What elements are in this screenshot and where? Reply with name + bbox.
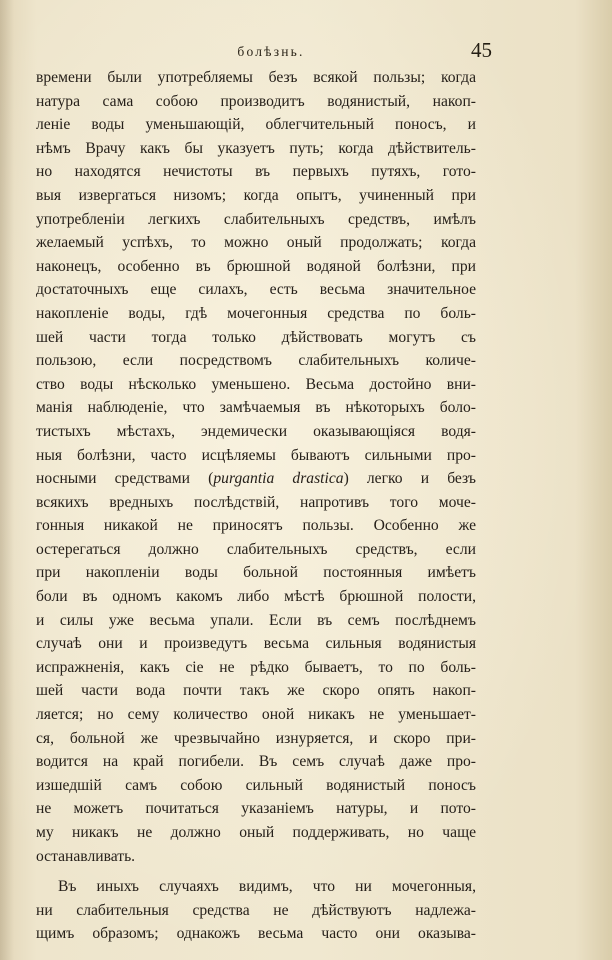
text-line: нѣмъ Врачу какъ бы указуетъ путь; когда дѣйствитель- (36, 139, 476, 157)
text-line: случаѣ они и произведутъ весьма сильныя водянистыя (36, 635, 476, 653)
text-line: но находятся нечистоты въ первыхъ путяхъ, гото- (36, 163, 476, 181)
text-line: употребленіи легкихъ слабительныхъ средствъ, имѣлъ (36, 210, 476, 228)
running-head-title: болѣзнь. (237, 44, 305, 59)
text-line: не можетъ почитаться указаніемъ натуры, и пото- (36, 800, 476, 818)
text-line: наконецъ, особенно въ брюшной водяной болѣзни, при (36, 257, 476, 275)
text-line: при накопленіи воды больной постоянныя имѣетъ (36, 564, 476, 582)
text-line: гонныя никакой не приносятъ пользы. Особенно же (36, 517, 476, 535)
gutter-shadow (0, 0, 14, 960)
text-line: ляется; но сему количество оной никакъ не уменьшает- (36, 706, 476, 724)
text-line: достаточныхъ еще силахъ, есть весьма значительное (36, 281, 476, 299)
text-line: ныя болѣзни, часто исцѣляемы бываютъ сильными про- (36, 446, 476, 464)
text-line: изшедшій самъ собою сильный водянистый поносъ (36, 776, 476, 794)
text-line: накопленіе воды, гдѣ мочегонныя средства по боль- (36, 304, 476, 322)
text-line: времени были употребляемы безъ всякой пользы; когда (36, 69, 476, 86)
latin-line-after: ) легко и безъ (343, 470, 476, 488)
text-line: пользою, если посредствомъ слабительныхъ количе- (36, 352, 476, 370)
latin-term: purgantia drastica (213, 470, 344, 488)
text-line: ся, больной же чрезвычайно изнуряется, и скоро при- (36, 729, 476, 747)
text-line: манія наблюденіе, что замѣчаемыя въ нѣкоторыхъ боло- (36, 399, 476, 417)
text-line: желаемый успѣхъ, то можно оный продолжать; когда (36, 234, 476, 252)
text-line: и силы уже весьма упали. Если въ семъ послѣднемъ (36, 611, 476, 629)
text-line: ни слабительныя средства не дѣйствуютъ надлежа- (36, 901, 476, 919)
text-line: шей части вода почти такъ же скоро опять накоп- (36, 682, 476, 700)
body-text (36, 66, 476, 946)
text-line: остерегаться должно слабительныхъ средствъ, если (36, 540, 476, 558)
text-line: ство воды нѣсколько уменьшено. Весьма достойно вни- (36, 375, 476, 393)
text-line: натура сама собою производитъ водянистый, накоп- (36, 92, 476, 110)
text-line: выя извергаться низомъ; когда опытъ, учиненный при (36, 186, 476, 204)
text-line: тистыхъ мѣстахъ, эндемически оказывающіяся водя- (36, 422, 476, 440)
running-head (0, 38, 612, 68)
text-line: леніе воды уменьшающій, облегчительный поносъ, и (36, 116, 476, 134)
page-number: 45 (471, 38, 492, 62)
text-line: шей части тогда только дѣйствовать могутъ съ (36, 328, 476, 346)
text-line: Въ иныхъ случаяхъ видимъ, что ни мочегонныя, (58, 878, 476, 896)
latin-line-before: носными средствами ( (36, 470, 214, 488)
text-line: водится на край погибели. Въ семъ случаѣ даже про- (36, 753, 476, 771)
text-line: му никакъ не должно оный поддерживать, но чаще (36, 824, 476, 841)
text-line: всякихъ вредныхъ послѣдствій, напротивъ того мочe- (36, 493, 476, 511)
text-line: щимъ образомъ; однакожъ весьма часто они оказыва- (36, 925, 476, 943)
text-line: останавливать. (36, 847, 136, 865)
text-line: боли въ одномъ какомъ либо мѣстѣ брюшной полости, (36, 588, 476, 606)
text-line: испражненія, какъ сіе не рѣдко бываетъ, то по боль- (36, 658, 476, 676)
text-line-latin (36, 467, 476, 491)
paragraph-gap (36, 868, 476, 875)
